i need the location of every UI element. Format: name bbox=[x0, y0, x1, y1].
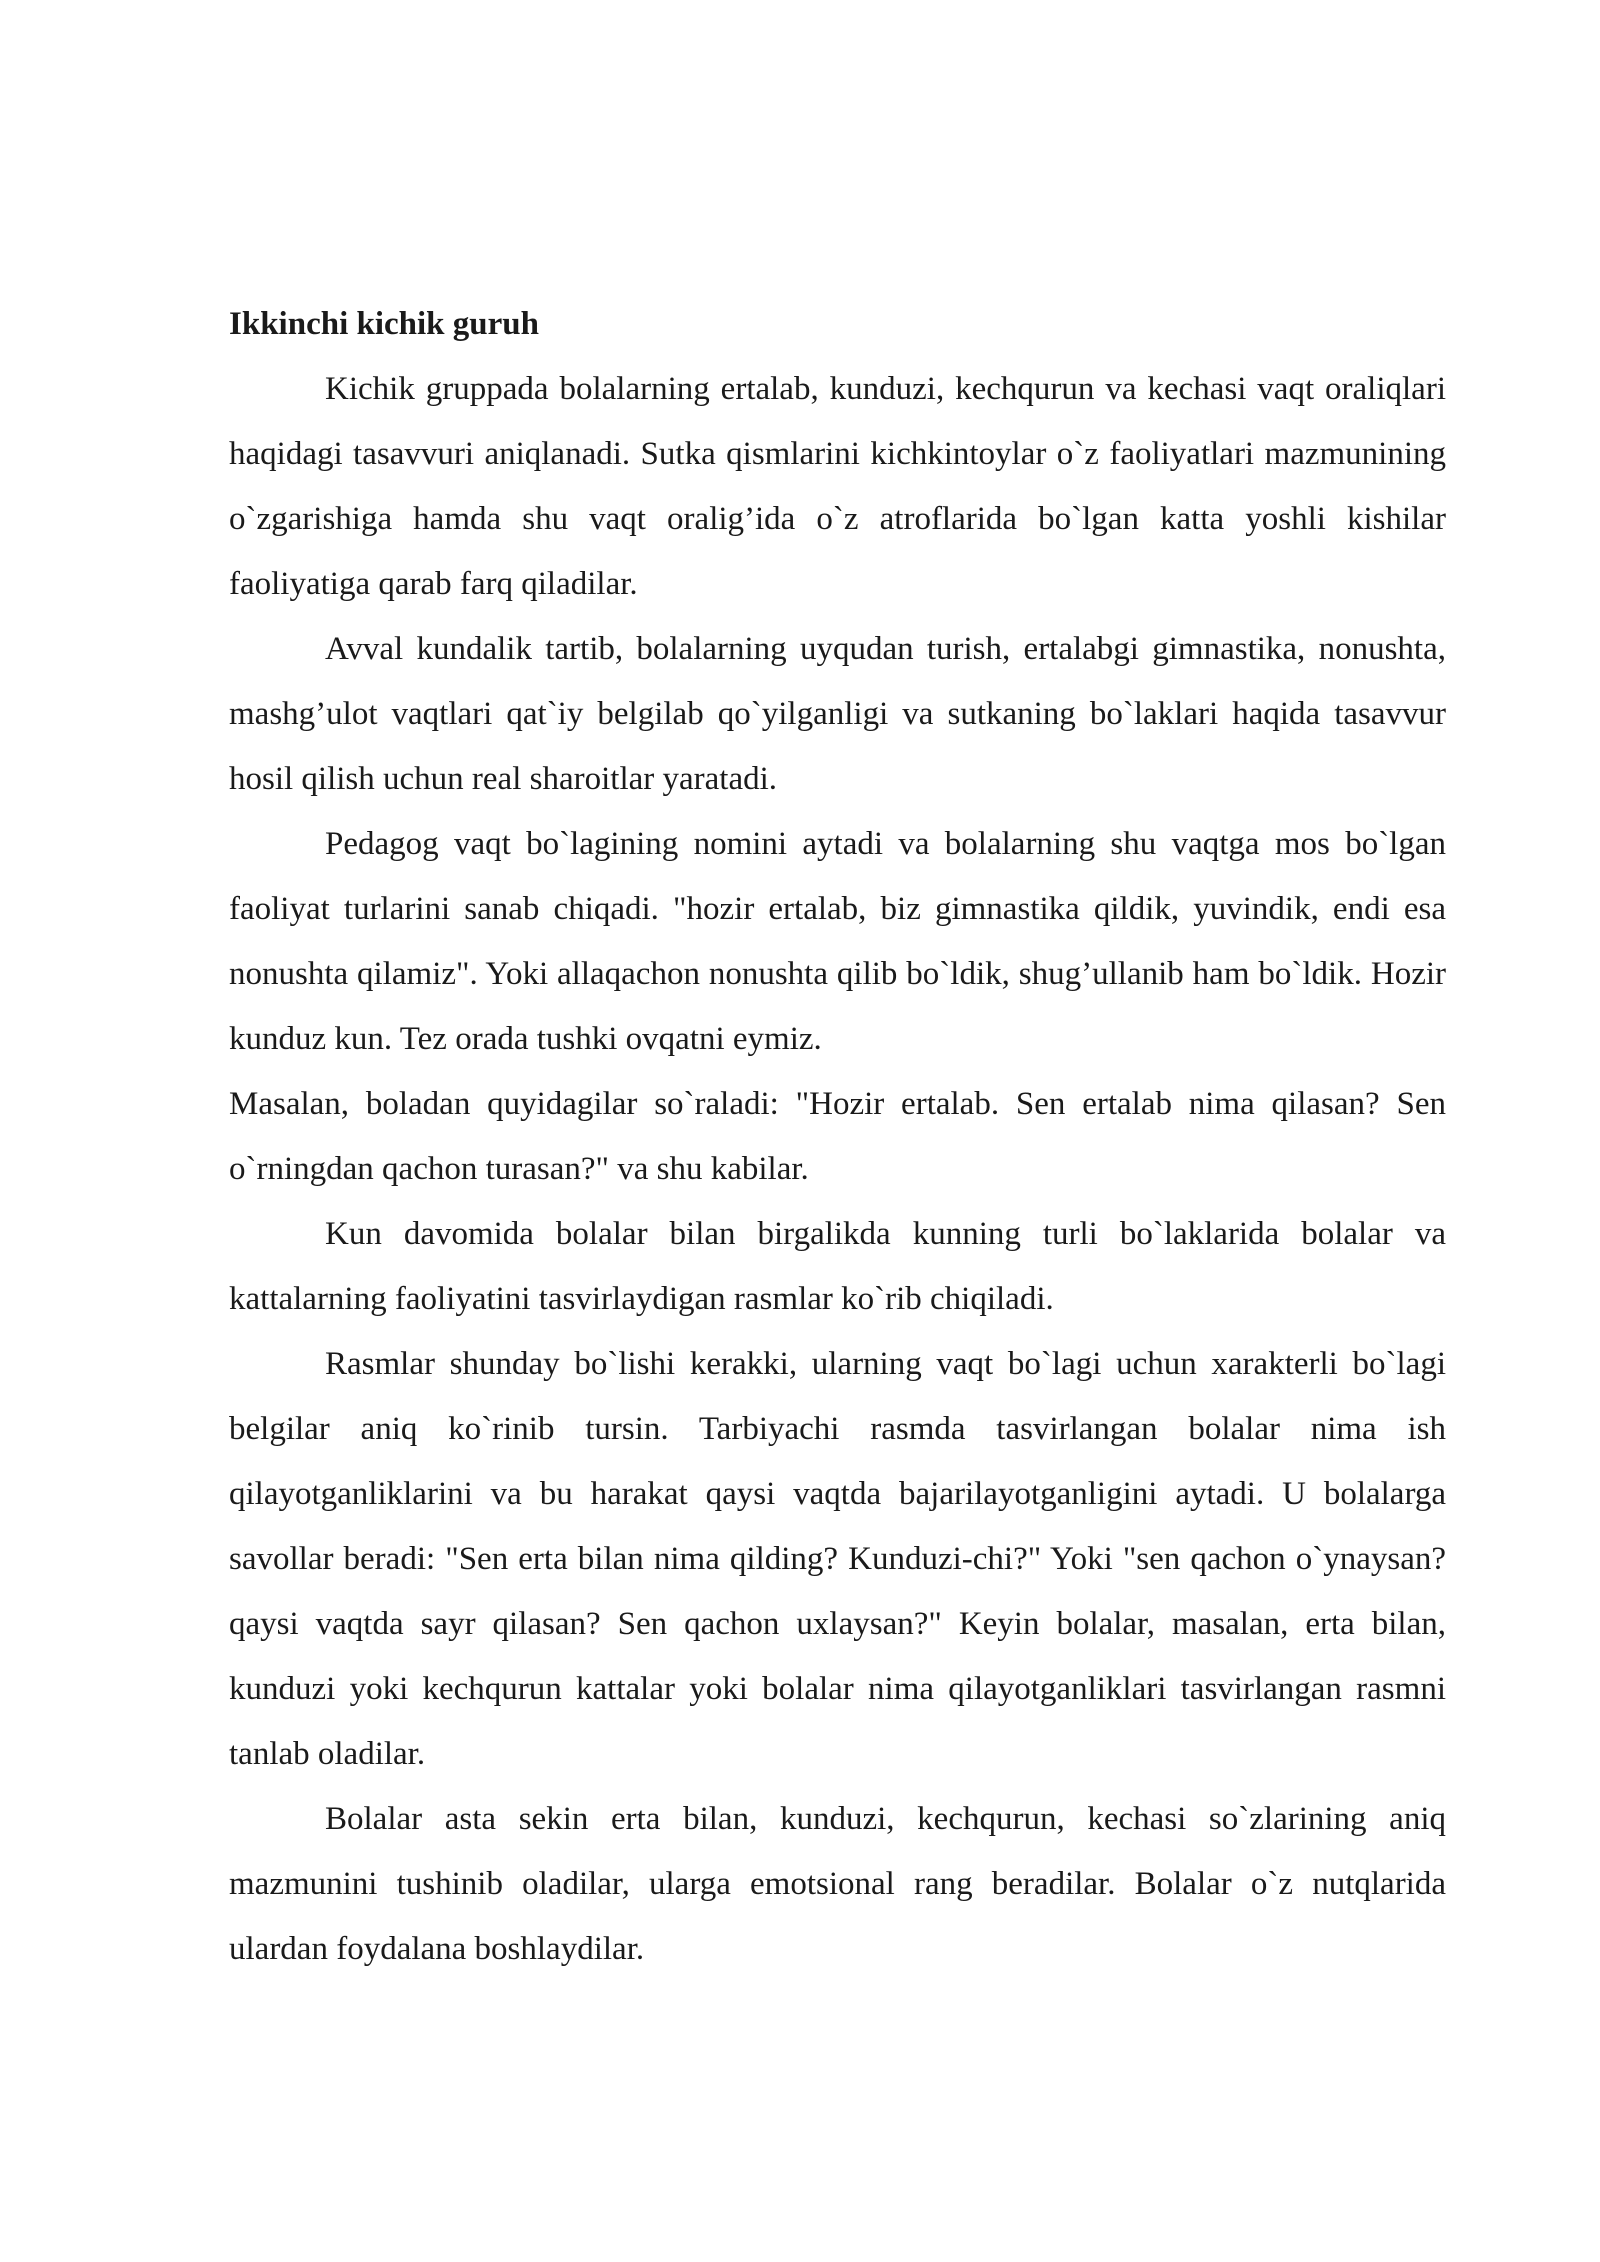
paragraph-3: Pedagog vaqt bo`lagining nomini aytadi va bolalarning shu vaqtga mos bo`lgan faoliyat turlarini sanab chiqadi. "hozir ertalab, biz gimnastika qildik, yuvindik, endi esa nonushta qilamiz". Yoki allaqachon nonushta qilib bo`ldik, shug’ullanib ham bo`ldik. Hozir kunduz kun. Tez orada tushki ovqatni eymiz. bbox=[229, 826, 1446, 1057]
section-heading: Ikkinchi kichik guruh bbox=[229, 306, 539, 342]
paragraph-1: Kichik gruppada bolalarning ertalab, kunduzi, kechqurun va kechasi vaqt oraliqlari haqidagi tasavvuri aniqlanadi. Sutka qismlarini kichkintoylar o`z faoliyatlari mazmunining o`zgarishiga hamda shu vaqt oralig’ida o`z atroflarida bo`lgan katta yoshli kishilar faoliyatiga qarab farq qiladilar. bbox=[229, 371, 1446, 602]
paragraph-2: Avval kundalik tartib, bolalarning uyqudan turish, ertalabgi gimnastika, nonushta, mashg’ulot vaqtlari qat`iy belgilab qo`yilganligi va sutkaning bo`laklari haqida tasavvur hosil qilish uchun real sharoitlar yaratadi. bbox=[229, 631, 1446, 797]
paragraph-6: Rasmlar shunday bo`lishi kerakki, ularning vaqt bo`lagi uchun xarakterli bo`lagi belgilar aniq ko`rinib tursin. Tarbiyachi rasmda tasvirlangan bolalar nima ish qilayotganliklarini va bu harakat qaysi vaqtda bajarilayotganligini aytadi. U bolalarga savollar beradi: "Sen erta bilan nima qilding? Kunduzi-chi?" Yoki "sen qachon o`ynaysan? qaysi vaqtda sayr qilasan? Sen qachon uxlaysan?" Keyin bolalar, masalan, erta bilan, kunduzi yoki kechqurun kattalar yoki bolalar nima qilayotganliklari tasvirlangan rasmni tanlab oladilar. bbox=[229, 1346, 1446, 1772]
document-page bbox=[229, 292, 1446, 1982]
paragraph-7: Bolalar asta sekin erta bilan, kunduzi, kechqurun, kechasi so`zlarining aniq mazmunini tushinib oladilar, ularga emotsional rang beradilar. Bolalar o`z nutqlarida ulardan foydalana boshlaydilar. bbox=[229, 1801, 1446, 1967]
paragraph-5: Kun davomida bolalar bilan birgalikda kunning turli bo`laklarida bolalar va kattalarning faoliyatini tasvirlaydigan rasmlar ko`rib chiqiladi. bbox=[229, 1216, 1446, 1317]
paragraph-4: Masalan, boladan quyidagilar so`raladi: "Hozir ertalab. Sen ertalab nima qilasan? Sen o`rningdan qachon turasan?" va shu kabilar. bbox=[229, 1086, 1446, 1187]
